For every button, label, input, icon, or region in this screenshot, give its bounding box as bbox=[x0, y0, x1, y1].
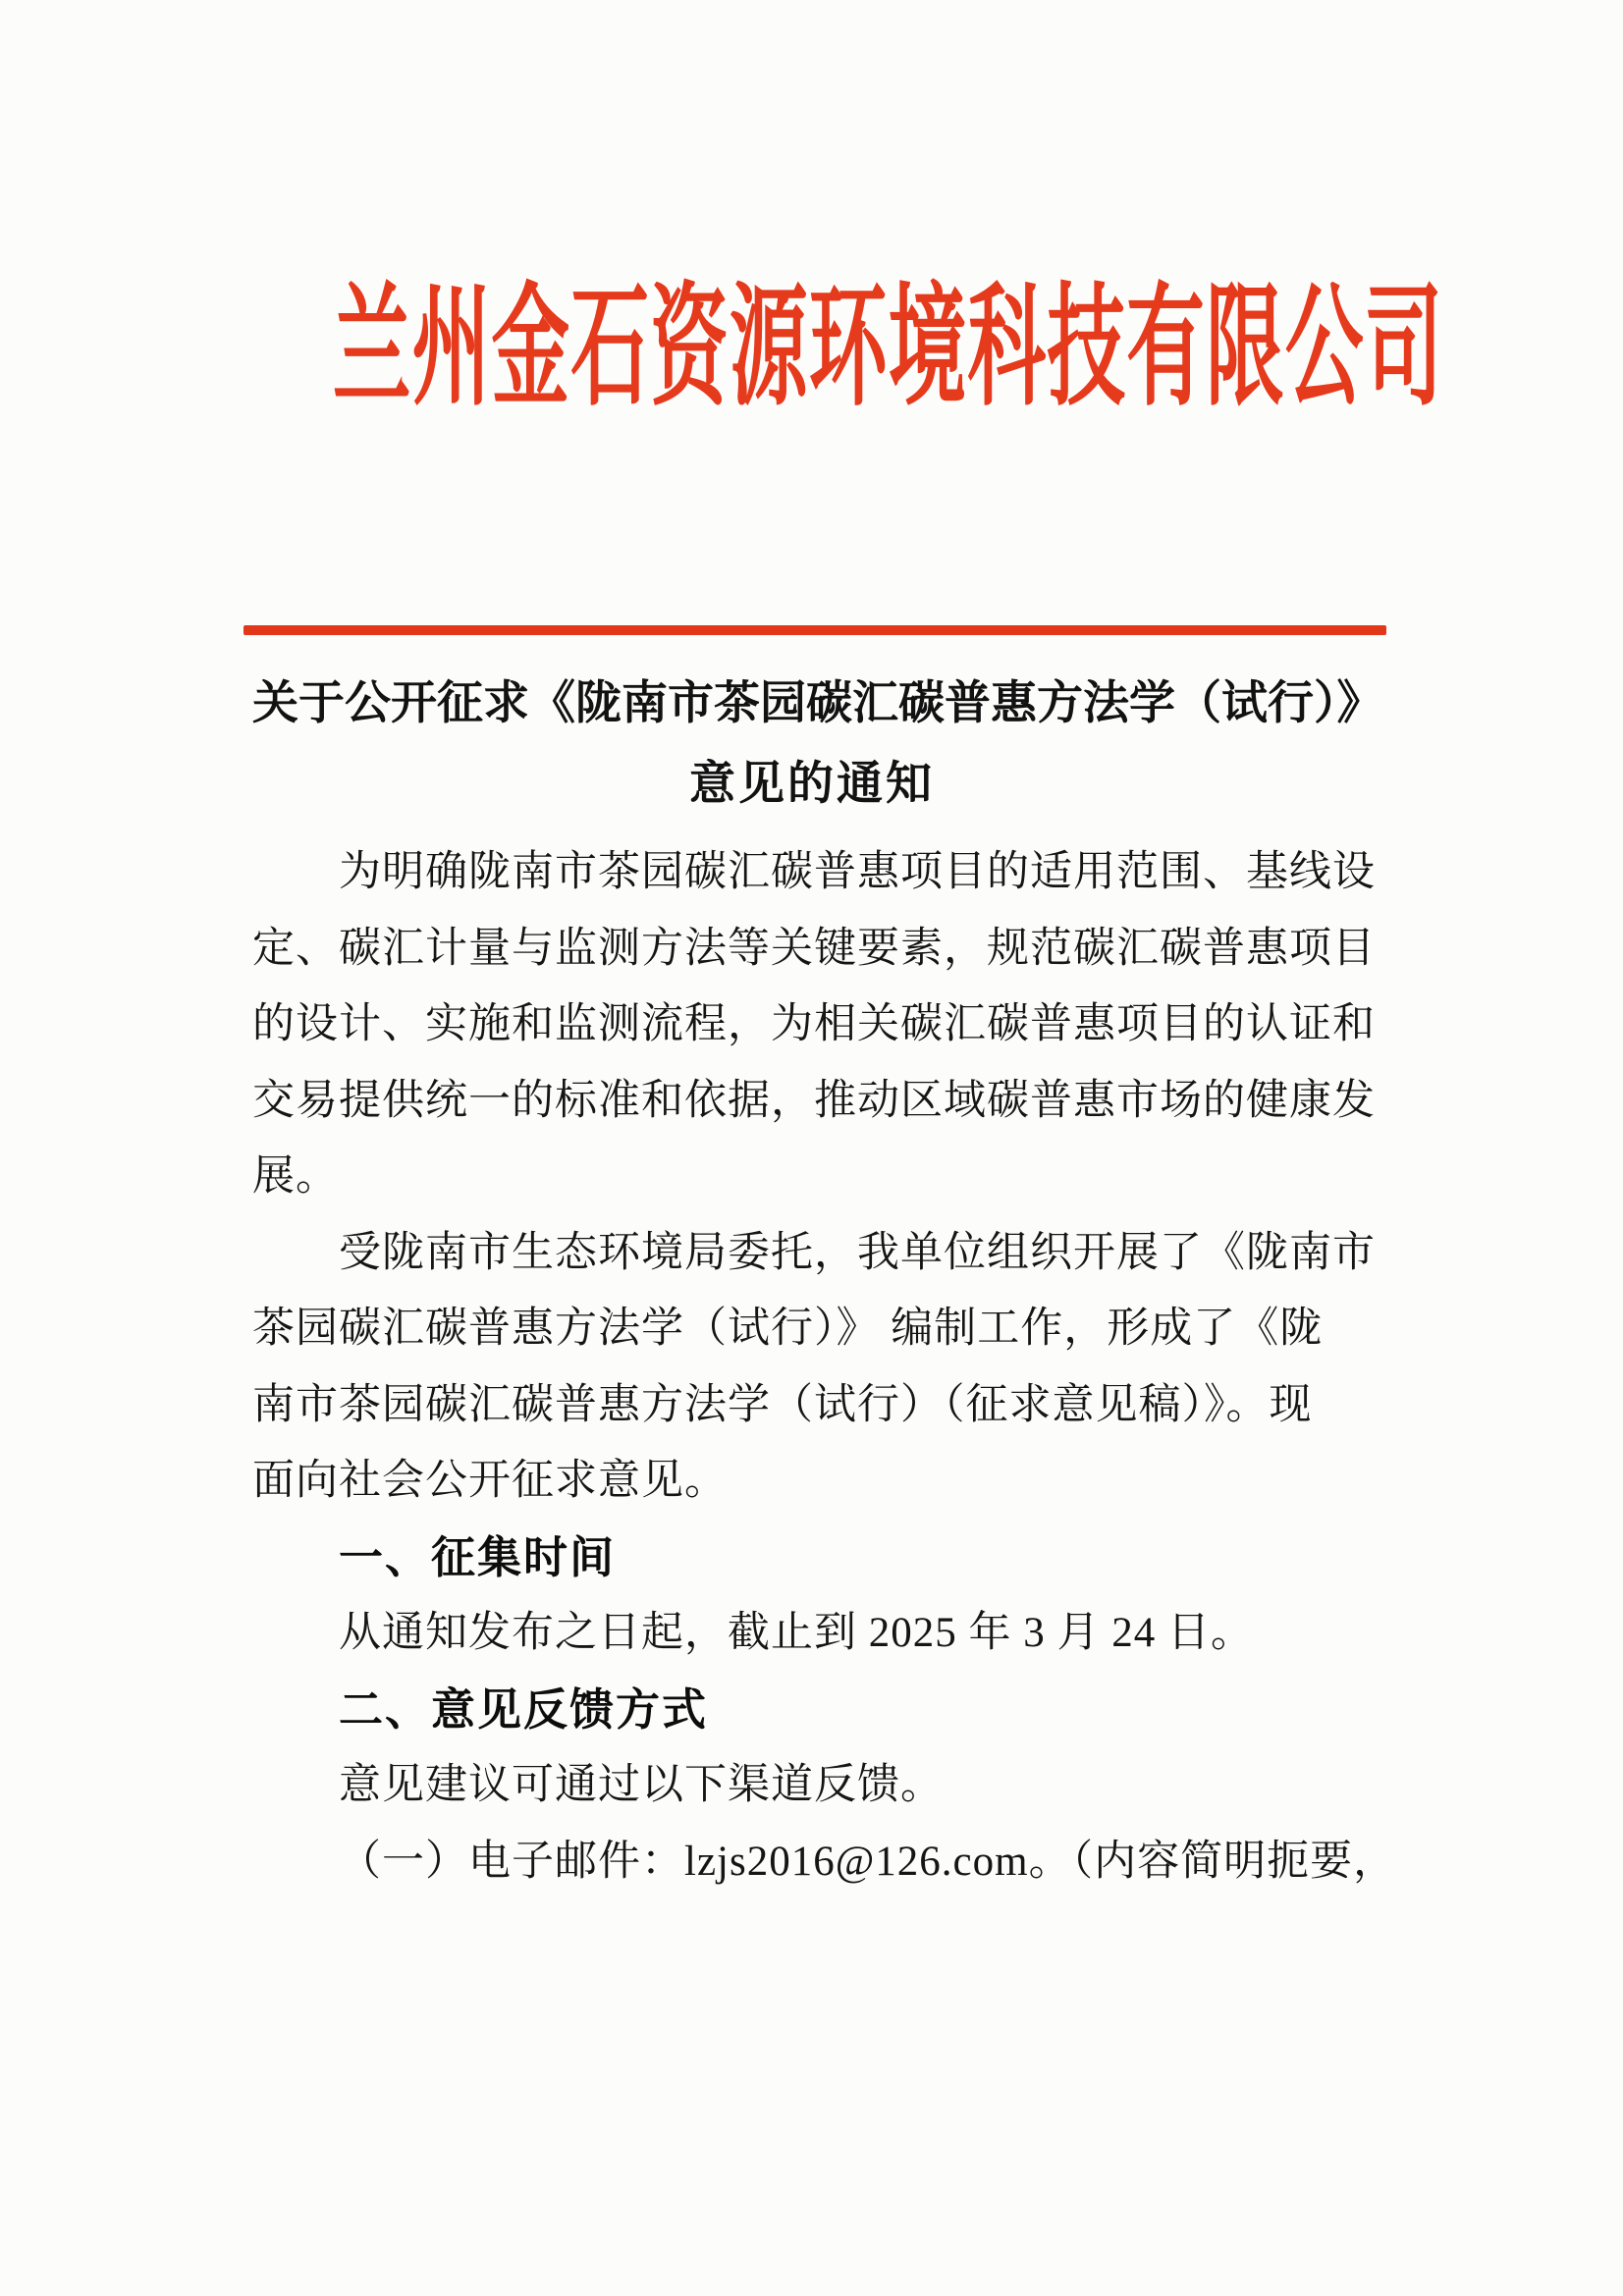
company-letterhead: 兰州金石资源环境科技有限公司 bbox=[332, 276, 1444, 422]
body-line: 茶园碳汇碳普惠方法学（试行）》 编制工作，形成了《陇 bbox=[252, 1306, 1324, 1352]
red-divider-line bbox=[243, 625, 1386, 635]
body-line: 意见建议可通过以下渠道反馈。 bbox=[339, 1762, 944, 1808]
body-line: 交易提供统一的标准和依据，推动区域碳普惠市场的健康发 bbox=[252, 1077, 1376, 1124]
document-title bbox=[252, 664, 1383, 825]
body-line: 面向社会公开征求意见。 bbox=[252, 1458, 728, 1504]
body-line: 的设计、实施和监测流程，为相关碳汇碳普惠项目的认证和 bbox=[252, 1001, 1376, 1047]
document-title-line2: 意见的通知 bbox=[689, 759, 935, 810]
body-line: 南市茶园碳汇碳普惠方法学（试行）（征求意见稿）》。现 bbox=[252, 1381, 1313, 1428]
section-heading-collection-time: 一、征集时间 bbox=[339, 1531, 617, 1582]
body-line: 从通知发布之日起，截止到 2025 年 3 月 24 日。 bbox=[339, 1610, 1254, 1656]
section-heading-feedback-method: 二、意见反馈方式 bbox=[339, 1683, 709, 1735]
document-title-line1: 关于公开征求《陇南市茶园碳汇碳普惠方法学（试行）》 bbox=[252, 678, 1383, 729]
notice-body bbox=[252, 834, 1397, 1899]
body-line-email: （一）电子邮件：lzjs2016@126.com。（内容简明扼要， bbox=[339, 1838, 1397, 1885]
body-line: 展。 bbox=[252, 1153, 339, 1200]
body-line: 定、碳汇计量与监测方法等关键要素，规范碳汇碳普惠项目 bbox=[252, 925, 1376, 972]
body-line: 受陇南市生态环境局委托，我单位组织开展了《陇南市 bbox=[339, 1229, 1376, 1276]
body-line: 为明确陇南市茶园碳汇碳普惠项目的适用范围、基线设 bbox=[339, 849, 1376, 895]
